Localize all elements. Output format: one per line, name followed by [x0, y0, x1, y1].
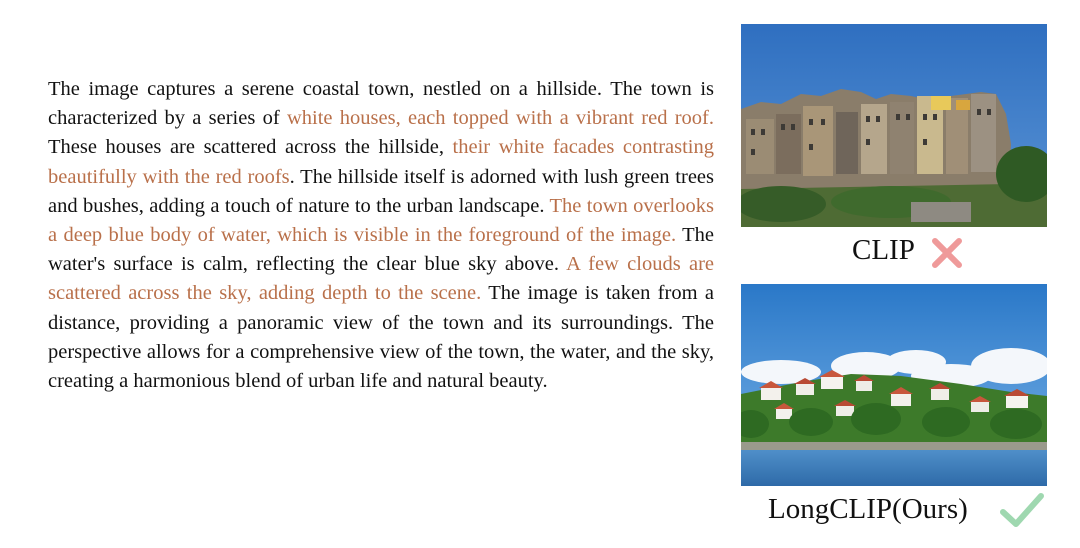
- clip-retrieved-image: [741, 24, 1047, 227]
- caption-segment: The image is taken from a distance, providing a panoramic view of the town and its surroundings. The perspective allows for a comprehensive view of the town, the water, and the sky, creating a harmonious blend of urban life and natural beauty.: [48, 282, 714, 393]
- cross-icon: [930, 236, 964, 270]
- longclip-label: LongCLIP(Ours): [768, 493, 968, 525]
- caption-segment: These houses are scattered across the hillside,: [48, 136, 453, 159]
- caption-paragraph: [48, 75, 714, 396]
- longclip-retrieved-image: [741, 284, 1047, 486]
- highlighted-caption-segment: white houses, each topped with a vibrant red roof.: [286, 107, 714, 130]
- caption-segment: The image captures a serene coastal town, nestled on a hillside. The town is characterized by a series of: [48, 78, 714, 130]
- clip-label: CLIP: [852, 234, 915, 266]
- highlighted-caption-segment: A few clouds are scattered across the sky, adding depth to the scene.: [48, 253, 715, 305]
- caption-segment: The water's surface is calm, reflecting the clear blue sky above.: [48, 224, 714, 276]
- highlighted-caption-segment: The town overlooks a deep blue body of water, which is visible in the foreground of the image.: [48, 194, 714, 247]
- caption-segment: . The hillside itself is adorned with lush green trees and bushes, adding a touch of nature to the urban landscape.: [48, 165, 715, 217]
- highlighted-caption-segment: their white facades contrasting beautifully with the red roofs: [48, 136, 714, 188]
- check-icon: [998, 490, 1046, 530]
